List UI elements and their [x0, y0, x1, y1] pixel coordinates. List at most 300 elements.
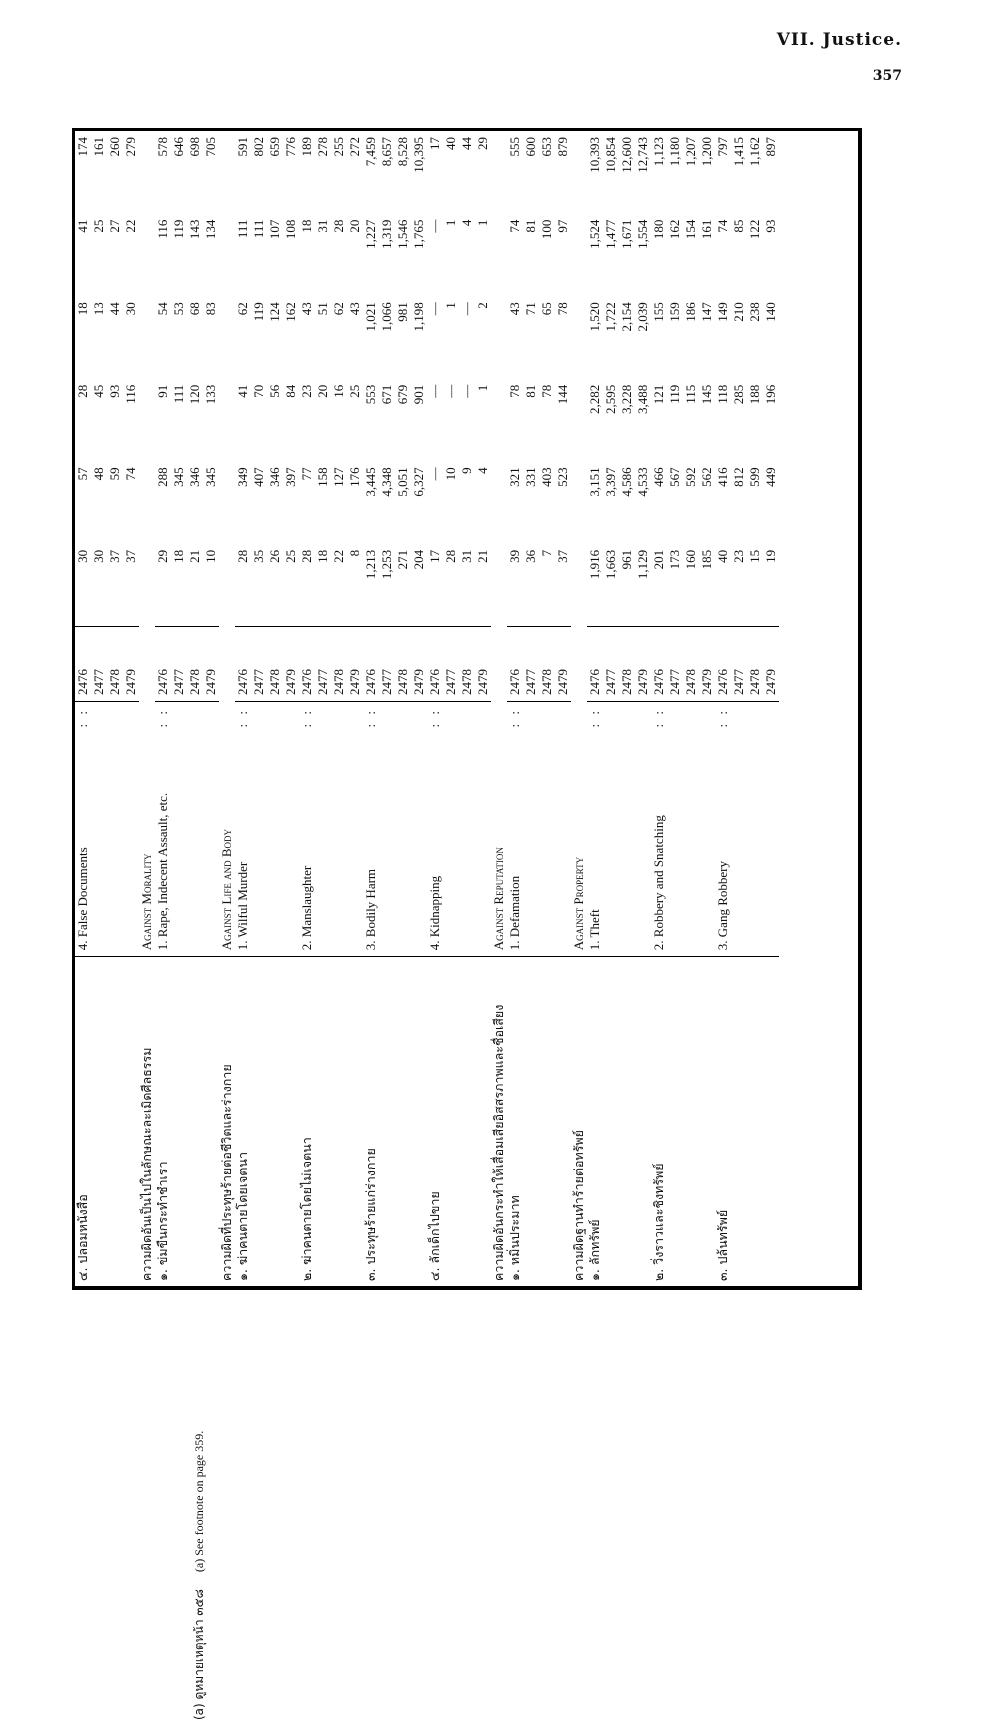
- count-value: 119: [251, 302, 266, 322]
- count-value: 288: [155, 467, 170, 487]
- count-value: 28: [235, 549, 250, 563]
- year-cell: [235, 626, 299, 701]
- count-value: 272: [347, 137, 362, 157]
- count-value: 180: [651, 219, 666, 240]
- count-value: 1,180: [667, 137, 682, 167]
- count-value: 592: [683, 467, 698, 487]
- count-value: 1,554: [635, 219, 650, 249]
- year-value: 2479: [347, 669, 362, 695]
- count-value: 18: [299, 219, 314, 233]
- value-cell: [299, 131, 363, 214]
- value-cell: [363, 214, 427, 297]
- value-cell: [363, 379, 427, 462]
- count-value: 18: [315, 549, 330, 563]
- footnote: [190, 1290, 370, 1720]
- count-value: 196: [763, 384, 778, 405]
- count-value: 111: [171, 384, 186, 404]
- count-value: 30: [75, 549, 90, 563]
- count-value: 116: [123, 384, 138, 404]
- value-cell: [651, 461, 715, 544]
- year-value: 2477: [315, 669, 330, 695]
- count-value: 6,327: [411, 467, 426, 497]
- count-value: 111: [235, 219, 250, 239]
- count-value: 155: [651, 302, 666, 322]
- count-value: 3,488: [635, 384, 650, 414]
- count-value: 81: [523, 384, 538, 398]
- row-english-text: 3. Bodily Harm: [363, 868, 378, 951]
- count-value: 30: [123, 302, 138, 316]
- leader-dots: : :: [427, 708, 442, 728]
- count-value: 158: [315, 467, 330, 487]
- row-english-label: [587, 702, 651, 957]
- count-value: 174: [75, 137, 90, 157]
- value-cell: [651, 379, 715, 462]
- count-value: 1,319: [379, 219, 394, 249]
- count-value: —: [459, 302, 474, 316]
- count-value: 48: [91, 467, 106, 481]
- value-cell: [507, 461, 571, 544]
- count-value: 124: [267, 302, 282, 322]
- row-thai-label: ๑. หมิ่นประมาท: [507, 957, 571, 1287]
- group-row: [219, 131, 235, 1287]
- count-value: 1,916: [587, 549, 602, 580]
- count-value: 8: [347, 549, 362, 557]
- count-value: 12,600: [619, 137, 634, 173]
- count-value: 74: [123, 467, 138, 481]
- count-value: 20: [347, 219, 362, 233]
- row-thai-label: ๑. ฆ่าคนตายโดยเจตนา: [235, 957, 299, 1287]
- row-english-text: 2. Manslaughter: [299, 865, 314, 951]
- count-value: 70: [251, 384, 266, 398]
- value-cell: [715, 131, 779, 214]
- count-value: 1,477: [603, 219, 618, 249]
- row-english-text: 1. Wilful Murder: [235, 861, 250, 951]
- count-value: 345: [171, 467, 186, 487]
- value-cell: [75, 131, 139, 214]
- count-value: 37: [555, 549, 570, 563]
- value-cell: [587, 379, 651, 462]
- count-value: 2,039: [635, 302, 650, 332]
- value-cell: [427, 544, 491, 627]
- count-value: 39: [507, 549, 522, 563]
- count-value: 1,227: [363, 219, 378, 249]
- year-value: 2478: [683, 669, 698, 695]
- count-value: 2: [475, 302, 490, 309]
- value-cell: [715, 544, 779, 627]
- count-value: 449: [763, 467, 778, 487]
- year-value: 2478: [187, 669, 202, 695]
- count-value: 28: [299, 549, 314, 563]
- group-thai-label: ความผิดฐานทำร้ายต่อทรัพย์: [571, 957, 587, 1287]
- count-value: 7,459: [363, 137, 378, 167]
- count-value: 162: [283, 302, 298, 322]
- value-cell: [507, 544, 571, 627]
- count-value: 81: [523, 219, 538, 233]
- row-thai-label: ๑. ข่มขืนกระทำชำเรา: [155, 957, 219, 1287]
- row-english-label: [507, 702, 571, 957]
- value-cell: [235, 461, 299, 544]
- year-value: 2479: [475, 669, 490, 695]
- count-value: 4,586: [619, 467, 634, 497]
- count-value: 173: [667, 549, 682, 570]
- count-value: 127: [331, 467, 346, 487]
- count-value: 84: [283, 384, 298, 398]
- year-cell: [155, 626, 219, 701]
- year-value: 2477: [91, 669, 106, 695]
- count-value: 1,066: [379, 302, 394, 332]
- value-cell: [235, 296, 299, 379]
- count-value: 466: [651, 467, 666, 487]
- value-cell: [427, 214, 491, 297]
- value-cell: [715, 461, 779, 544]
- count-value: 705: [203, 137, 218, 157]
- count-value: 17: [427, 137, 442, 150]
- count-value: 416: [715, 467, 730, 487]
- table-row: [75, 131, 139, 1287]
- count-value: 776: [283, 137, 298, 157]
- count-value: 188: [747, 384, 762, 405]
- count-value: 23: [731, 549, 746, 563]
- group-english-label: Against Morality: [139, 853, 154, 951]
- count-value: 1,415: [731, 137, 746, 167]
- leader-dots: : :: [587, 708, 602, 728]
- crime-statistics-table: [75, 131, 779, 1287]
- year-value: 2479: [635, 669, 650, 695]
- count-value: 2,595: [603, 384, 618, 414]
- count-value: 78: [555, 302, 570, 316]
- value-cell: [75, 379, 139, 462]
- value-cell: [715, 379, 779, 462]
- value-cell: [155, 131, 219, 214]
- count-value: 22: [123, 219, 138, 233]
- value-cell: [507, 379, 571, 462]
- count-value: 100: [539, 219, 554, 240]
- value-cell: [427, 296, 491, 379]
- year-value: 2479: [411, 669, 426, 695]
- count-value: 161: [699, 219, 714, 240]
- count-value: 36: [523, 549, 538, 563]
- year-value: 2476: [507, 669, 522, 695]
- year-value: 2479: [699, 669, 714, 695]
- count-value: 121: [651, 384, 666, 405]
- count-value: 210: [731, 302, 746, 322]
- group-english-label: Against Reputation: [491, 847, 506, 951]
- leader-dots: : :: [651, 708, 666, 728]
- count-value: 321: [507, 467, 522, 487]
- count-value: 41: [75, 219, 90, 233]
- row-english-text: 4. False Documents: [75, 847, 90, 951]
- count-value: 331: [523, 467, 538, 487]
- value-cell: [363, 461, 427, 544]
- row-english-label: [427, 702, 491, 957]
- row-english-text: 1. Theft: [587, 909, 602, 951]
- count-value: 53: [171, 302, 186, 316]
- row-english-text: 1. Defamation: [507, 875, 522, 951]
- group-row: [139, 131, 155, 1287]
- count-value: 13: [91, 302, 106, 316]
- count-value: 119: [667, 384, 682, 404]
- count-value: 4,533: [635, 467, 650, 497]
- count-value: 523: [555, 467, 570, 487]
- count-value: 600: [523, 137, 538, 157]
- count-value: 3,228: [619, 384, 634, 414]
- count-value: 25: [91, 219, 106, 233]
- row-thai-label: ๔. ลักเด็กไปขาย: [427, 957, 491, 1287]
- count-value: 116: [155, 219, 170, 239]
- year-value: 2476: [75, 669, 90, 695]
- count-value: 285: [731, 384, 746, 405]
- value-cell: [155, 296, 219, 379]
- row-english-label: [75, 702, 139, 957]
- count-value: 78: [507, 384, 522, 398]
- count-value: 149: [715, 302, 730, 322]
- count-value: 62: [331, 302, 346, 316]
- count-value: 41: [235, 384, 250, 398]
- leader-dots: : :: [235, 708, 250, 728]
- row-thai-label: ๓. ประทุษร้ายแก่ร่างกาย: [363, 957, 427, 1287]
- year-value: 2476: [155, 669, 170, 695]
- group-thai-label: ความผิดอันเป็นไปในลักษณะละเมิดศีลธรรม: [139, 957, 155, 1287]
- count-value: 646: [171, 137, 186, 157]
- value-cell: [651, 544, 715, 627]
- value-cell: [507, 214, 571, 297]
- count-value: 71: [523, 302, 538, 316]
- count-value: 1: [475, 384, 490, 392]
- year-value: 2478: [107, 669, 122, 695]
- leader-dots: : :: [507, 708, 522, 728]
- count-value: 115: [683, 384, 698, 404]
- year-value: 2477: [603, 669, 618, 695]
- count-value: 30: [91, 549, 106, 563]
- year-value: 2478: [395, 669, 410, 695]
- count-value: 562: [699, 467, 714, 487]
- value-cell: [75, 461, 139, 544]
- group-thai-label: ความผิดที่ประทุษร้ายต่อชีวิตและร่างกาย: [219, 957, 235, 1287]
- footnote-thai: (a) ดูหมายเหตุหน้า ๓๕๘: [192, 1589, 206, 1720]
- row-english-label: [155, 702, 219, 957]
- count-value: 1,671: [619, 219, 634, 249]
- count-value: 162: [667, 219, 682, 240]
- count-value: —: [427, 384, 442, 398]
- count-value: 5,051: [395, 467, 410, 497]
- year-value: 2477: [379, 669, 394, 695]
- count-value: 40: [715, 549, 730, 563]
- table-row: [155, 131, 219, 1287]
- group-english-label: Against Property: [571, 856, 586, 951]
- rotated-table: [75, 131, 859, 1287]
- table-row: [235, 131, 299, 1287]
- count-value: 10,395: [411, 137, 426, 173]
- count-value: 1,253: [379, 549, 394, 580]
- footnote-english: (a) See footnote on page 359.: [192, 1430, 206, 1573]
- count-value: 122: [747, 219, 762, 240]
- value-cell: [651, 131, 715, 214]
- group-row: [571, 131, 587, 1287]
- count-value: 698: [187, 137, 202, 157]
- count-value: 22: [331, 549, 346, 563]
- year-value: 2477: [443, 669, 458, 695]
- count-value: 140: [763, 302, 778, 322]
- count-value: 1,123: [651, 137, 666, 167]
- count-value: 599: [747, 467, 762, 487]
- table-row: [299, 131, 363, 1287]
- count-value: 679: [395, 384, 410, 405]
- count-value: —: [427, 219, 442, 233]
- count-value: 28: [75, 384, 90, 398]
- value-cell: [651, 296, 715, 379]
- count-value: 4,348: [379, 467, 394, 497]
- count-value: 255: [331, 137, 346, 157]
- count-value: 12,743: [635, 137, 650, 173]
- count-value: 10: [203, 549, 218, 563]
- count-value: 19: [763, 549, 778, 563]
- count-value: —: [443, 384, 458, 398]
- count-value: 147: [699, 302, 714, 322]
- count-value: 25: [283, 549, 298, 563]
- row-thai-label: ๑. ลักทรัพย์: [587, 957, 651, 1287]
- value-cell: [75, 296, 139, 379]
- count-value: 161: [91, 137, 106, 157]
- count-value: 26: [267, 549, 282, 563]
- leader-dots: : :: [75, 708, 90, 728]
- count-value: 802: [251, 137, 266, 157]
- group-row: [491, 131, 507, 1287]
- year-cell: [427, 626, 491, 701]
- row-english-text: 2. Robbery and Snatching: [651, 815, 666, 951]
- value-cell: [155, 461, 219, 544]
- count-value: 10,854: [603, 137, 618, 173]
- row-english-text: 1. Rape, Indecent Assault, etc.: [155, 792, 170, 951]
- count-value: 68: [187, 302, 202, 316]
- count-value: 83: [203, 302, 218, 316]
- year-cell: [363, 626, 427, 701]
- count-value: 74: [507, 219, 522, 233]
- value-cell: [235, 214, 299, 297]
- count-value: 144: [555, 384, 570, 405]
- year-value: 2478: [331, 669, 346, 695]
- count-value: 8,657: [379, 137, 394, 167]
- count-value: 44: [459, 137, 474, 150]
- count-value: 1,524: [587, 219, 602, 249]
- count-value: 1,198: [411, 302, 426, 332]
- value-cell: [235, 131, 299, 214]
- value-cell: [299, 461, 363, 544]
- year-value: 2478: [747, 669, 762, 695]
- count-value: 35: [251, 549, 266, 563]
- count-value: 981: [395, 302, 410, 322]
- count-value: —: [427, 467, 442, 481]
- page-number: 357: [872, 68, 902, 84]
- row-thai-label: ๔. ปลอมหนังสือ: [75, 957, 139, 1287]
- count-value: 653: [539, 137, 554, 157]
- count-value: 28: [331, 219, 346, 233]
- count-value: 29: [155, 549, 170, 563]
- value-cell: [235, 379, 299, 462]
- count-value: 159: [667, 302, 682, 322]
- value-cell: [651, 214, 715, 297]
- year-cell: [651, 626, 715, 701]
- count-value: 407: [251, 467, 266, 487]
- count-value: 591: [235, 137, 250, 157]
- leader-dots: : :: [363, 708, 378, 728]
- count-value: 17: [427, 549, 442, 563]
- year-value: 2476: [299, 669, 314, 695]
- count-value: 4: [459, 219, 474, 227]
- table-row: [587, 131, 651, 1287]
- year-value: 2476: [587, 669, 602, 695]
- count-value: 133: [203, 384, 218, 405]
- count-value: 797: [715, 137, 730, 157]
- count-value: 201: [651, 549, 666, 570]
- count-value: 403: [539, 467, 554, 487]
- count-value: 145: [699, 384, 714, 405]
- year-value: 2476: [715, 669, 730, 695]
- count-value: 43: [507, 302, 522, 316]
- value-cell: [155, 544, 219, 627]
- table-row: [507, 131, 571, 1287]
- year-value: 2477: [171, 669, 186, 695]
- count-value: 1,162: [747, 137, 762, 167]
- table-row: [427, 131, 491, 1287]
- count-value: 77: [299, 467, 314, 481]
- count-value: 349: [235, 467, 250, 487]
- value-cell: [507, 131, 571, 214]
- value-cell: [235, 544, 299, 627]
- year-cell: [507, 626, 571, 701]
- table-row: [651, 131, 715, 1287]
- count-value: 271: [395, 549, 410, 570]
- year-value: 2479: [203, 669, 218, 695]
- year-cell: [587, 626, 651, 701]
- leader-dots: : :: [715, 708, 730, 728]
- count-value: 25: [347, 384, 362, 398]
- year-value: 2479: [123, 669, 138, 695]
- table-row: [715, 131, 779, 1287]
- count-value: 160: [683, 549, 698, 570]
- count-value: 1,207: [683, 137, 698, 167]
- count-value: 31: [459, 549, 474, 563]
- count-value: 1,546: [395, 219, 410, 249]
- count-value: 279: [123, 137, 138, 157]
- count-value: 10,393: [587, 137, 602, 173]
- count-value: 1: [475, 219, 490, 227]
- value-cell: [587, 131, 651, 214]
- year-value: 2479: [555, 669, 570, 695]
- count-value: 278: [315, 137, 330, 157]
- count-value: 18: [171, 549, 186, 563]
- count-value: 185: [699, 549, 714, 570]
- value-cell: [299, 296, 363, 379]
- year-value: 2478: [267, 669, 282, 695]
- count-value: 7: [539, 549, 554, 557]
- value-cell: [715, 214, 779, 297]
- value-cell: [299, 379, 363, 462]
- row-thai-label: ๓. ปล้นทรัพย์: [715, 957, 779, 1287]
- count-value: 16: [331, 384, 346, 398]
- count-value: 37: [123, 549, 138, 563]
- count-value: 45: [91, 384, 106, 398]
- year-value: 2479: [283, 669, 298, 695]
- count-value: 62: [235, 302, 250, 316]
- year-value: 2477: [523, 669, 538, 695]
- year-cell: [75, 626, 139, 701]
- count-value: 397: [283, 467, 298, 487]
- year-value: 2478: [459, 669, 474, 695]
- group-thai-label: ความผิดอันกระทำให้เสื่อมเสียอิสสรภาพและชื่อเสียง: [491, 957, 507, 1287]
- value-cell: [587, 461, 651, 544]
- count-value: 176: [347, 467, 362, 487]
- year-value: 2476: [651, 669, 666, 695]
